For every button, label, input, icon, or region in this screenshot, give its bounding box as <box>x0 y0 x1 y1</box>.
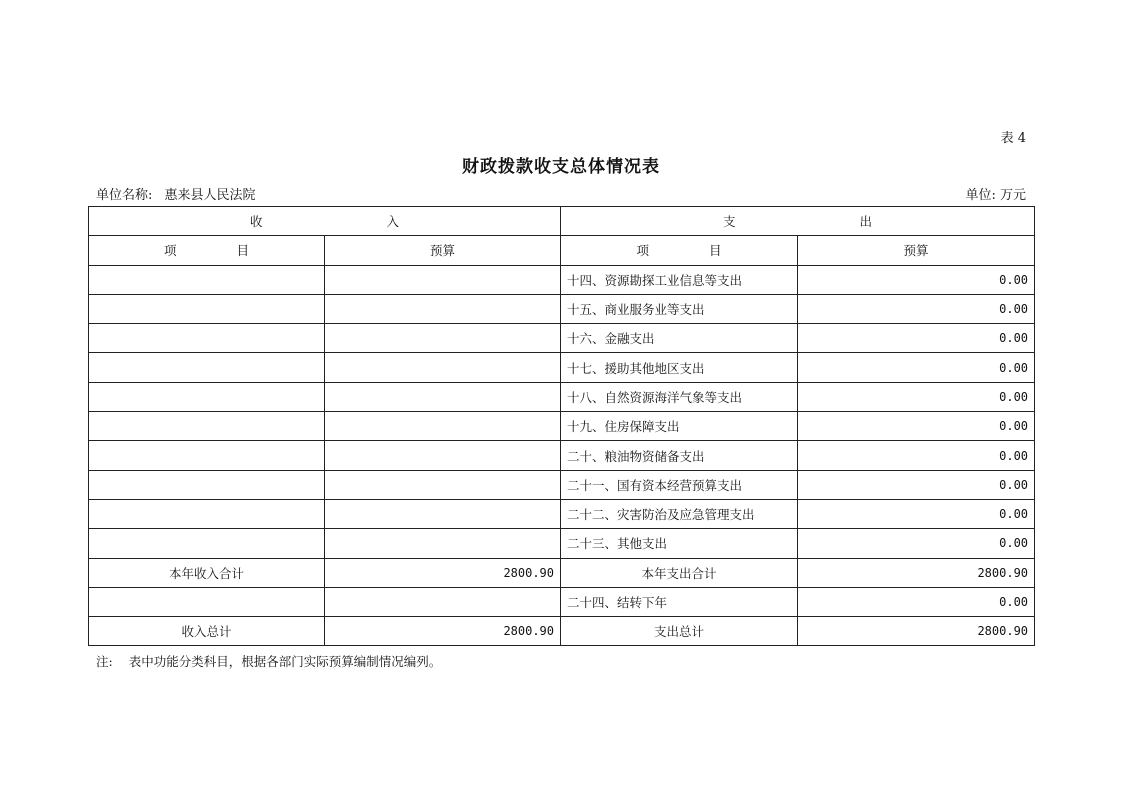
expense-budget-cell: 0.00 <box>798 412 1035 441</box>
income-item-cell <box>89 529 325 558</box>
table-row <box>89 353 1035 382</box>
income-item-cell <box>89 470 325 499</box>
expense-item-cell: 二十一、国有资本经营预算支出 <box>561 470 798 499</box>
footnote-label: 注: <box>96 654 113 669</box>
unit-name-label: 单位名称: <box>96 188 153 203</box>
year-expense-total-value: 2800.90 <box>798 558 1035 587</box>
expense-item-cell: 二十、粮油物资储备支出 <box>561 441 798 470</box>
expense-item-cell: 十六、金融支出 <box>561 324 798 353</box>
expense-item-header-label: 项 目 <box>636 243 750 259</box>
table-row <box>89 294 1035 323</box>
income-budget-cell <box>325 412 561 441</box>
carry-over-expense-budget: 0.00 <box>798 587 1035 616</box>
expense-budget-cell: 0.00 <box>798 470 1035 499</box>
carry-over-income-budget <box>325 587 561 616</box>
income-budget-cell <box>325 441 561 470</box>
expense-header-label: 支 出 <box>723 214 933 230</box>
income-item-cell <box>89 353 325 382</box>
income-budget-cell <box>325 353 561 382</box>
income-header <box>89 207 561 236</box>
income-item-cell <box>89 441 325 470</box>
expense-item-header <box>561 236 798 265</box>
expense-budget-cell: 0.00 <box>798 265 1035 294</box>
expense-item-cell: 十九、住房保障支出 <box>561 412 798 441</box>
expense-budget-cell: 0.00 <box>798 294 1035 323</box>
income-budget-cell <box>325 529 561 558</box>
income-budget-cell <box>325 265 561 294</box>
expense-budget-cell: 0.00 <box>798 441 1035 470</box>
year-total-row <box>89 558 1035 587</box>
unit-name-block <box>96 184 256 203</box>
expense-item-cell: 二十三、其他支出 <box>561 529 798 558</box>
income-budget-cell <box>325 382 561 411</box>
year-expense-total-label: 本年支出合计 <box>561 558 798 587</box>
unit-info-row <box>96 184 1026 203</box>
income-item-cell <box>89 412 325 441</box>
currency-unit: 单位: 万元 <box>965 188 1026 203</box>
grand-total-row <box>89 617 1035 646</box>
table-row <box>89 265 1035 294</box>
grand-income-total-value: 2800.90 <box>325 617 561 646</box>
expense-budget-cell: 0.00 <box>798 382 1035 411</box>
table-number: 表 4 <box>1000 131 1026 146</box>
expense-item-cell: 二十二、灾害防治及应急管理支出 <box>561 499 798 528</box>
income-item-cell <box>89 265 325 294</box>
table-row <box>89 324 1035 353</box>
table-row <box>89 499 1035 528</box>
table-row <box>89 412 1035 441</box>
income-item-header <box>89 236 325 265</box>
expense-item-cell: 十五、商业服务业等支出 <box>561 294 798 323</box>
grand-income-total-label: 收入总计 <box>89 617 325 646</box>
income-header-label: 收 入 <box>250 214 459 230</box>
carry-over-income-item <box>89 587 325 616</box>
expense-item-cell: 十七、援助其他地区支出 <box>561 353 798 382</box>
income-item-cell <box>89 294 325 323</box>
carry-over-row <box>89 587 1035 616</box>
expense-item-cell: 十四、资源勘探工业信息等支出 <box>561 265 798 294</box>
unit-name: 惠来县人民法院 <box>164 188 256 203</box>
table-row <box>89 382 1035 411</box>
expense-budget-cell: 0.00 <box>798 353 1035 382</box>
income-budget-cell <box>325 294 561 323</box>
section-header-row <box>89 207 1035 236</box>
table-row <box>89 441 1035 470</box>
year-income-total-value: 2800.90 <box>325 558 561 587</box>
grand-expense-total-label: 支出总计 <box>561 617 798 646</box>
column-header-row <box>89 236 1035 265</box>
income-budget-header: 预算 <box>325 236 561 265</box>
carry-over-expense-item: 二十四、结转下年 <box>561 587 798 616</box>
expense-budget-header: 预算 <box>798 236 1035 265</box>
grand-expense-total-value: 2800.90 <box>798 617 1035 646</box>
income-item-cell <box>89 324 325 353</box>
expense-budget-cell: 0.00 <box>798 529 1035 558</box>
income-budget-cell <box>325 470 561 499</box>
expense-budget-cell: 0.00 <box>798 499 1035 528</box>
expense-header <box>561 207 1035 236</box>
income-item-cell <box>89 382 325 411</box>
budget-table <box>88 206 1035 646</box>
table-row <box>89 529 1035 558</box>
expense-budget-cell: 0.00 <box>798 324 1035 353</box>
page-title: 财政拨款收支总体情况表 <box>462 157 660 177</box>
income-budget-cell <box>325 499 561 528</box>
income-item-header-label: 项 目 <box>164 243 277 259</box>
table-row <box>89 470 1035 499</box>
income-item-cell <box>89 499 325 528</box>
year-income-total-label: 本年收入合计 <box>89 558 325 587</box>
footnote <box>96 652 441 670</box>
expense-item-cell: 十八、自然资源海洋气象等支出 <box>561 382 798 411</box>
income-budget-cell <box>325 324 561 353</box>
footnote-text: 表中功能分类科目，根据各部门实际预算编制情况编列。 <box>128 654 442 669</box>
